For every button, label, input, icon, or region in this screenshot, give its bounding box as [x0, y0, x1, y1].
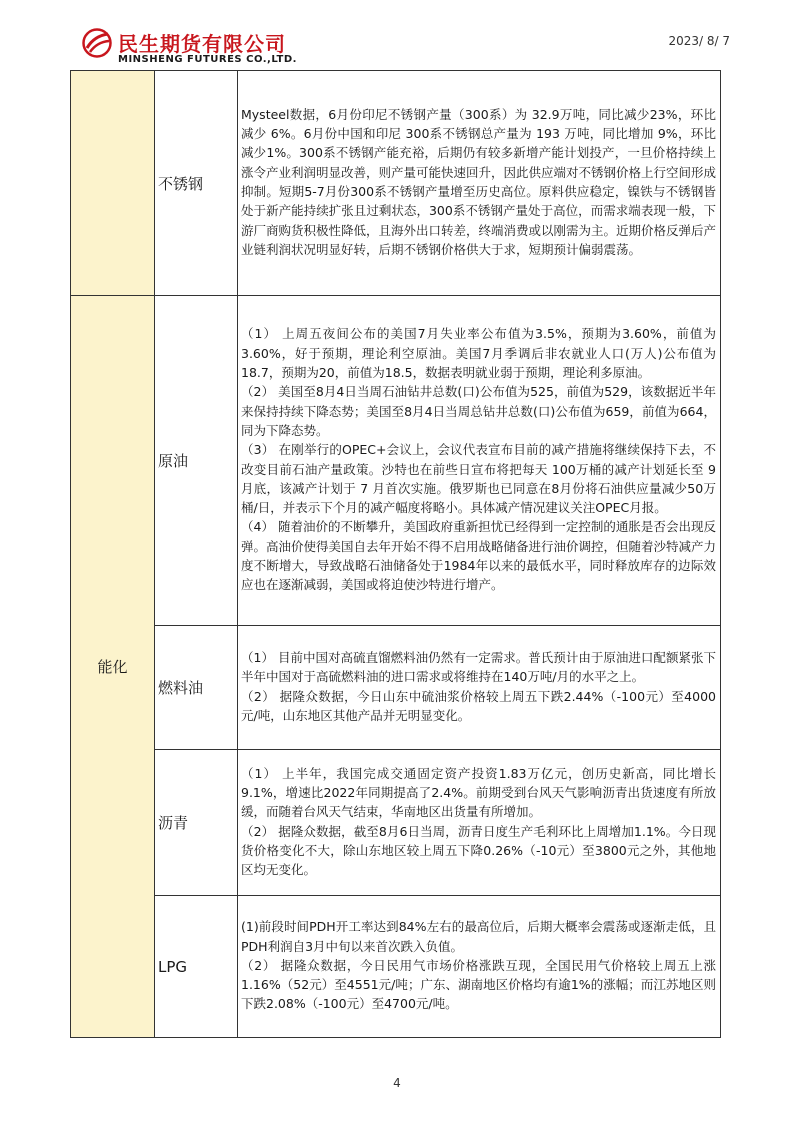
crude-para-4: （4） 随着油价的不断攀升，美国政府重新担忧已经得到一定控制的通胀是否会出现反弹。高油价使得美国自去年开始不得不启用战略储备进行油价调控，但随着沙特减产力度不断增大，导致战略石油储备处于1984年以来的最低水平，同时释放库存的边际效应也在逐渐减弱，美国或将迫使沙特进行增产。 [241, 519, 717, 593]
company-name-cn: 民生期货有限公司 [118, 32, 286, 56]
table-row-asphalt [71, 750, 721, 896]
fuel-oil-para-2: （2） 据隆众数据，今日山东中硫油浆价格较上周五下跌2.44%（-100元）至4000元/吨，山东地区其他产品并无明显变化。 [241, 688, 716, 723]
asphalt-para-1: （1） 上半年，我国完成交通固定资产投资1.83万亿元，创历史新高，同比增长9.1%，增速比2022年同期提高了2.4%。前期受到台风天气影响沥青出货速度有所放缓，而随着台风天气结束，华南地区出货量有所增加。 [241, 765, 716, 820]
crude-para-2: （2） 美国至8月4日当周石油钻井总数(口)公布值为525，前值为529，该数据近半年来保持持续下降态势；美国至8月4日当周总钻井总数(口)公布值为659，前值为664，同为下降态势。 [241, 384, 716, 438]
item-body-asphalt [238, 750, 721, 896]
table-row-lpg [71, 896, 721, 1038]
item-name-crude: 原油 [155, 296, 238, 626]
minsheng-logo-icon [82, 28, 112, 58]
item-body-stainless [238, 71, 721, 296]
asphalt-para-2: （2） 据隆众数据，截至8月6日当周，沥青日度生产毛利环比上周增加1.1%。今日现货价格变化不大，除山东地区较上周五下降0.26%（-10元）至3800元之外，其他地区均无变化。 [241, 823, 716, 878]
sector-cell-energy: 能化 [71, 296, 155, 1038]
item-name-fuel-oil: 燃料油 [155, 626, 238, 750]
lpg-para-2: （2） 据隆众数据，今日民用气市场价格涨跌互现，全国民用气价格较上周五上涨1.16%（52元）至4551元/吨；广东、湖南地区价格均有逾1%的涨幅；而江苏地区则下跌2.08%（-100元）至4700元/吨。 [241, 957, 716, 1012]
item-name-stainless: 不锈钢 [155, 71, 238, 296]
page-number: 4 [393, 1076, 401, 1090]
table-row-crude [71, 296, 721, 626]
page-header [70, 22, 730, 70]
item-body-fuel-oil [238, 626, 721, 750]
item-body-crude [238, 296, 721, 626]
item-name-asphalt: 沥青 [155, 750, 238, 896]
table-row-stainless [71, 71, 721, 296]
item-body-lpg [238, 896, 721, 1038]
company-name-en: MINSHENG FUTURES CO.,LTD. [118, 54, 297, 65]
crude-para-1: （1） 上周五夜间公布的美国7月失业率公布值为3.5%，预期为3.60%，前值为3.60%，好于预期，理论利空原油。美国7月季调后非农就业人口(万人)公布值为18.7，预期为20，前值为18.5，数据表明就业弱于预期，理论利多原油。 [241, 326, 716, 381]
table-row-fuel-oil [71, 626, 721, 750]
report-date: 2023/ 8/ 7 [668, 34, 730, 48]
fuel-oil-para-1: （1） 目前中国对高硫直馏燃料油仍然有一定需求。普氏预计由于原油进口配额紧张下半年中国对于高硫燃料油的进口需求或将维持在140万吨/月的水平之上。 [241, 649, 716, 685]
stainless-text: Mysteel数据，6月份印尼不锈钢产量（300系）为 32.9万吨，同比减少23%，环比减少 6%。6月份中国和印尼 300系不锈钢总产量为 193 万吨，同比增加 9%，环比减少1%。300系不锈钢产能充裕，后期仍有较多新增产能计划投产，一旦价格持续上涨令产业利润明显改善，则产量可能快速回升，因此供应端对不锈钢价格上行空间形成抑制。短期5-7月份300系不锈钢产量增至历史高位。原料供应稳定，镍铁与不锈钢皆处于新产能持续扩张且过剩状态，300系不锈钢产量处于高位，而需求端表现一般，下游厂商购货积极性降低，且海外出口转差，终端消费或以刚需为主。近期价格反弹后产业链利润状况明显好转，后期不锈钢价格供大于求，短期预计偏弱震荡。 [241, 106, 717, 257]
item-name-lpg: LPG [155, 896, 238, 1038]
commodity-table [70, 70, 721, 1038]
sector-cell-blank [71, 71, 155, 296]
lpg-para-1: (1)前段时间PDH开工率达到84%左右的最高位后，后期大概率会震荡或逐渐走低，且PDH利润自3月中旬以来首次跌入负值。 [241, 919, 716, 954]
crude-para-3: （3） 在刚举行的OPEC+会议上，会议代表宣布目前的减产措施将继续保持下去，不改变目前石油产量政策。沙特也在前些日宣布将把每天 100万桶的减产计划延长至 9 月底，该减产计划于 7 月首次实施。俄罗斯也已同意在8月份将石油供应量减少50万桶/日，并表示下个月的减产幅度将略小。具体减产情况建议关注OPEC月报。 [241, 442, 716, 516]
